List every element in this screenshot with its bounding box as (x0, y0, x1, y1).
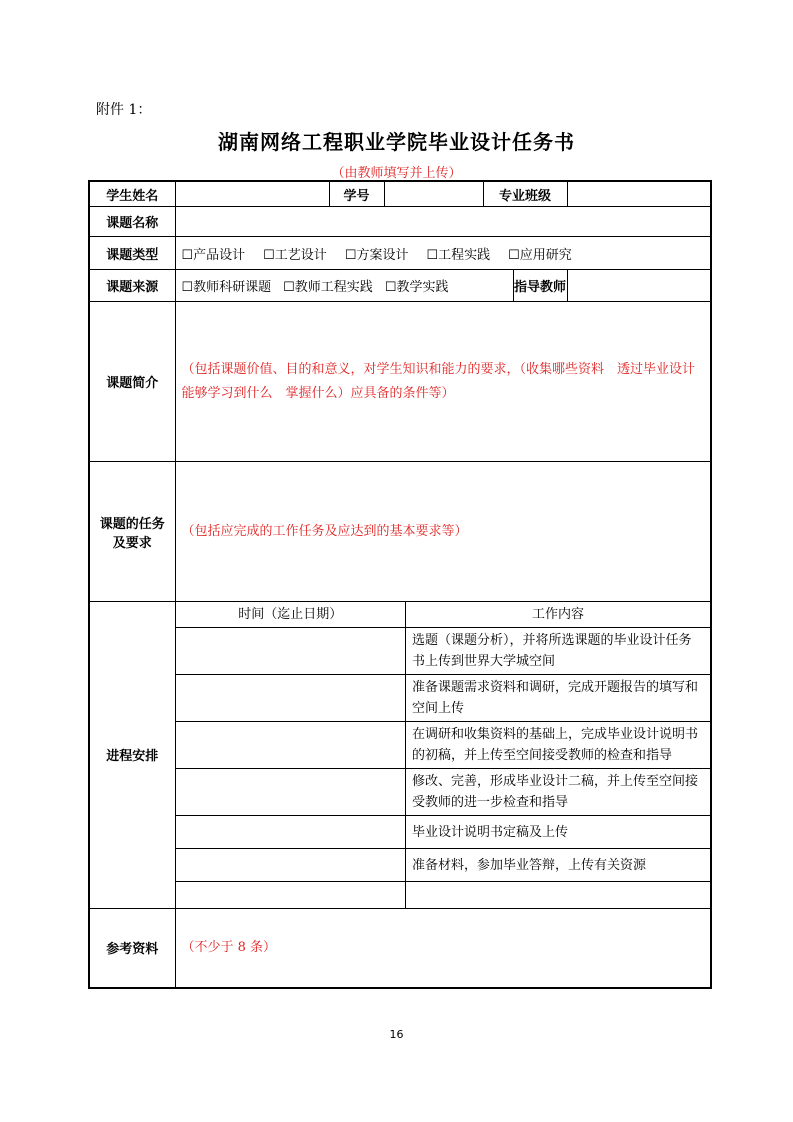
major-class-field[interactable] (567, 181, 711, 207)
tasks-label-line1: 课题的任务 (99, 516, 165, 532)
checkbox-engineering-practice[interactable]: ☐工程实践 (426, 247, 491, 263)
schedule-table (176, 602, 711, 908)
tasks-label-line2: 及要求 (112, 535, 152, 551)
checkbox-scheme-design[interactable]: ☐方案设计 (344, 247, 409, 263)
student-id-cell (329, 181, 483, 207)
row-tasks (89, 462, 711, 602)
advisor-label: 指导教师 (513, 280, 566, 295)
tasks-label (89, 462, 175, 602)
schedule-content: 修改、完善，形成毕业设计二稿，并上传至空间接受教师的进一步检查和指导 (406, 769, 711, 816)
checkbox-teacher-research[interactable]: ☐教师科研课题 (181, 280, 272, 295)
schedule-row (176, 816, 711, 849)
student-id-field[interactable] (385, 182, 483, 206)
schedule-time-field[interactable] (176, 816, 406, 849)
student-id-label: 学号 (330, 182, 385, 206)
schedule-label: 进程安排 (89, 602, 175, 909)
schedule-col-time: 时间（迄止日期） (176, 602, 406, 628)
references-label: 参考资料 (89, 908, 175, 988)
student-name-label: 学生姓名 (89, 181, 175, 207)
checkbox-applied-research[interactable]: ☐应用研究 (508, 247, 572, 263)
schedule-col-content: 工作内容 (406, 602, 711, 628)
row-topic-source (89, 270, 711, 302)
checkbox-teacher-engineering[interactable]: ☐教师工程实践 (283, 280, 373, 295)
topic-source-options (176, 270, 514, 301)
schedule-content: 毕业设计说明书定稿及上传 (406, 816, 711, 849)
schedule-row (176, 722, 711, 769)
schedule-time-field[interactable] (176, 849, 406, 882)
schedule-content: 准备材料，参加毕业答辩，上传有关资源 (406, 849, 711, 882)
schedule-row (176, 628, 711, 675)
advisor-field[interactable] (567, 270, 711, 302)
schedule-time-field[interactable] (176, 882, 406, 908)
schedule-cell (175, 602, 711, 909)
topic-intro-field[interactable]: （包括课题价值、目的和意义，对学生知识和能力的要求，（收集哪些资料 透过毕业设计能够学习到什么 掌握什么）应具备的条件等） (175, 302, 711, 462)
task-form-table (88, 180, 712, 989)
topic-source-label: 课题来源 (89, 270, 175, 302)
checkbox-product-design[interactable]: ☐产品设计 (181, 247, 246, 263)
row-references (89, 908, 711, 988)
schedule-time-field[interactable] (176, 628, 406, 675)
row-topic-type (89, 237, 711, 270)
row-topic-name (89, 207, 711, 237)
references-field[interactable]: （不少于 8 条） (175, 908, 711, 988)
topic-name-field[interactable] (175, 207, 711, 237)
topic-source-cell (175, 270, 567, 302)
schedule-content: 在调研和收集资料的基础上，完成毕业设计说明书的初稿，并上传至空间接受教师的检查和指导 (406, 722, 711, 769)
schedule-row (176, 882, 711, 908)
major-class-label: 专业班级 (483, 181, 567, 207)
topic-type-label: 课题类型 (89, 237, 175, 270)
page-number: 16 (389, 1028, 404, 1041)
row-student-info (89, 181, 711, 207)
topic-intro-label: 课题简介 (89, 302, 175, 462)
checkbox-teaching-practice[interactable]: ☐教学实践 (384, 280, 449, 295)
student-name-field[interactable] (175, 181, 329, 207)
schedule-time-field[interactable] (176, 675, 406, 722)
tasks-field[interactable]: （包括应完成的工作任务及应达到的基本要求等） (175, 462, 711, 602)
schedule-content[interactable] (406, 882, 711, 908)
document-title: 湖南网络工程职业学院毕业设计任务书 (218, 130, 575, 154)
schedule-content: 准备课题需求资料和调研，完成开题报告的填写和空间上传 (406, 675, 711, 722)
attachment-label: 附件 1： (96, 102, 152, 118)
schedule-row (176, 675, 711, 722)
schedule-row (176, 849, 711, 882)
schedule-time-field[interactable] (176, 722, 406, 769)
document-subtitle: （由教师填写并上传） (331, 166, 462, 181)
row-schedule (89, 602, 711, 909)
schedule-time-field[interactable] (176, 769, 406, 816)
topic-type-options (175, 237, 711, 270)
topic-name-label: 课题名称 (89, 207, 175, 237)
schedule-row (176, 769, 711, 816)
row-topic-intro (89, 302, 711, 462)
checkbox-process-design[interactable]: ☐工艺设计 (263, 247, 327, 263)
schedule-header-row (176, 602, 711, 628)
schedule-content: 选题（课题分析），并将所选课题的毕业设计任务书上传到世界大学城空间 (406, 628, 711, 675)
